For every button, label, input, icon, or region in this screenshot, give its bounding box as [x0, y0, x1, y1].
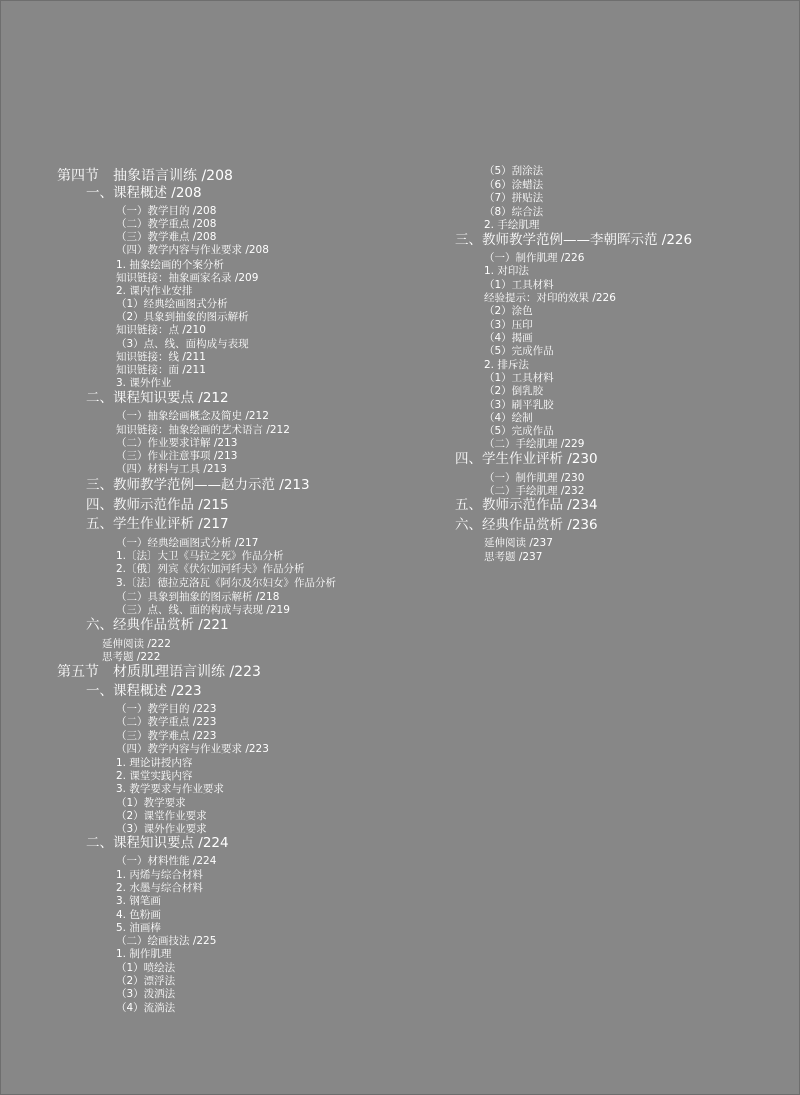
- toc-subentry: （4）揭画: [484, 332, 533, 344]
- toc-subentry: （一）经典绘画图式分析 /217: [116, 537, 259, 549]
- toc-subentry: （1）工具材料: [484, 279, 554, 291]
- toc-subentry: 1. 丙烯与综合材料: [116, 869, 203, 881]
- toc-subentry: （一）制作肌理 /230: [484, 472, 585, 484]
- toc-subentry: 知识链接：面 /211: [116, 364, 206, 376]
- toc-chapter-entry: 一、课程概述 /223: [86, 683, 202, 699]
- toc-subentry: （3）压印: [484, 319, 533, 331]
- toc-subentry: （二）教学重点 /223: [116, 716, 217, 728]
- toc-subentry: 2. 课内作业安排: [116, 285, 193, 297]
- toc-section-heading: 第四节 抽象语言训练 /208: [57, 168, 233, 184]
- toc-chapter-entry: 四、学生作业评析 /230: [455, 451, 598, 467]
- toc-subentry: （3）点、线、面构成与表现: [116, 338, 249, 350]
- toc-subentry: 2.〔俄〕列宾《伏尔加河纤夫》作品分析: [116, 563, 305, 575]
- toc-subentry: （四）教学内容与作业要求 /223: [116, 743, 269, 755]
- toc-subentry: （一）材料性能 /224: [116, 855, 217, 867]
- toc-subentry: （8）综合法: [484, 206, 544, 218]
- toc-subentry: （三）作业注意事项 /213: [116, 450, 238, 462]
- toc-subentry: 2. 手绘肌理: [484, 219, 540, 231]
- toc-subentry: （二）绘画技法 /225: [116, 935, 217, 947]
- toc-subentry: 延伸阅读 /222: [102, 638, 171, 650]
- toc-subentry: 知识链接：点 /210: [116, 324, 206, 336]
- toc-subentry: 思考题 /237: [484, 551, 543, 563]
- toc-subentry: （5）刮涂法: [484, 165, 544, 177]
- toc-subentry: （二）教学重点 /208: [116, 218, 217, 230]
- toc-subentry: （1）教学要求: [116, 797, 186, 809]
- toc-subentry: （四）教学内容与作业要求 /208: [116, 244, 269, 256]
- toc-subentry: 3. 钢笔画: [116, 895, 161, 907]
- toc-subentry: 3. 课外作业: [116, 377, 172, 389]
- toc-subentry: （3）泼洒法: [116, 988, 176, 1000]
- toc-subentry: 1. 对印法: [484, 265, 529, 277]
- toc-subentry: 2. 排斥法: [484, 359, 529, 371]
- toc-subentry: 知识链接：抽象画家名录 /209: [116, 272, 259, 284]
- toc-subentry: （2）课堂作业要求: [116, 810, 207, 822]
- toc-subentry: （三）点、线、面的构成与表现 /219: [116, 604, 290, 616]
- toc-subentry: （二）手绘肌理 /232: [484, 485, 585, 497]
- toc-subentry: （三）教学难点 /223: [116, 730, 217, 742]
- toc-subentry: （1）喷绘法: [116, 962, 176, 974]
- toc-subentry: （3）刷平乳胶: [484, 399, 554, 411]
- toc-subentry: （二）手绘肌理 /229: [484, 438, 585, 450]
- toc-subentry: （3）课外作业要求: [116, 823, 207, 835]
- toc-subentry: （一）抽象绘画概念及简史 /212: [116, 410, 269, 422]
- toc-subentry: （1）工具材料: [484, 372, 554, 384]
- toc-subentry: 知识链接：抽象绘画的艺术语言 /212: [116, 424, 290, 436]
- toc-chapter-entry: 五、教师示范作品 /234: [455, 497, 598, 513]
- toc-subentry: （二）作业要求详解 /213: [116, 437, 238, 449]
- toc-subentry: 2. 水墨与综合材料: [116, 882, 203, 894]
- toc-subentry: 1. 制作肌理: [116, 948, 172, 960]
- toc-subentry: 5. 油画棒: [116, 922, 161, 934]
- toc-subentry: 3.〔法〕德拉克洛瓦《阿尔及尔妇女》作品分析: [116, 577, 337, 589]
- toc-chapter-entry: 六、经典作品赏析 /236: [455, 517, 598, 533]
- toc-subentry: 1. 理论讲授内容: [116, 757, 193, 769]
- toc-subentry: （5）完成作品: [484, 425, 554, 437]
- toc-subentry: （一）教学目的 /223: [116, 703, 217, 715]
- toc-subentry: （四）材料与工具 /213: [116, 463, 227, 475]
- toc-subentry: 1. 抽象绘画的个案分析: [116, 259, 224, 271]
- toc-subentry: （1）经典绘画图式分析: [116, 298, 228, 310]
- toc-subentry: （6）涂蜡法: [484, 179, 544, 191]
- toc-subentry: 4. 色粉画: [116, 909, 161, 921]
- toc-subentry: （一）制作肌理 /226: [484, 252, 585, 264]
- toc-subentry: 思考题 /222: [102, 651, 161, 663]
- toc-chapter-entry: 二、课程知识要点 /212: [86, 390, 229, 406]
- toc-subentry: 知识链接：线 /211: [116, 351, 206, 363]
- toc-subentry: （4）流淌法: [116, 1002, 176, 1014]
- toc-subentry: （4）绘制: [484, 412, 533, 424]
- toc-section-heading: 第五节 材质肌理语言训练 /223: [57, 664, 261, 680]
- toc-subentry: （7）拼贴法: [484, 192, 544, 204]
- toc-subentry: （2）倒乳胶: [484, 385, 544, 397]
- toc-subentry: （2）涂色: [484, 305, 533, 317]
- toc-subentry: 经验提示：对印的效果 /226: [484, 292, 616, 304]
- toc-chapter-entry: 一、课程概述 /208: [86, 185, 202, 201]
- toc-chapter-entry: 三、教师教学范例——赵力示范 /213: [86, 477, 310, 493]
- toc-subentry: 延伸阅读 /237: [484, 537, 553, 549]
- toc-chapter-entry: 四、教师示范作品 /215: [86, 497, 229, 513]
- toc-subentry: （二）具象到抽象的图示解析 /218: [116, 591, 280, 603]
- toc-subentry: 2. 课堂实践内容: [116, 770, 193, 782]
- toc-subentry: 1.〔法〕大卫《马拉之死》作品分析: [116, 550, 284, 562]
- toc-chapter-entry: 五、学生作业评析 /217: [86, 516, 229, 532]
- toc-chapter-entry: 三、教师教学范例——李朝晖示范 /226: [455, 232, 693, 248]
- toc-subentry: 3. 教学要求与作业要求: [116, 783, 224, 795]
- toc-subentry: （一）教学目的 /208: [116, 205, 217, 217]
- toc-subentry: （三）教学难点 /208: [116, 231, 217, 243]
- toc-subentry: （2）具象到抽象的图示解析: [116, 311, 249, 323]
- toc-subentry: （5）完成作品: [484, 345, 554, 357]
- toc-chapter-entry: 六、经典作品赏析 /221: [86, 617, 229, 633]
- toc-chapter-entry: 二、课程知识要点 /224: [86, 835, 229, 851]
- toc-subentry: （2）漂浮法: [116, 975, 176, 987]
